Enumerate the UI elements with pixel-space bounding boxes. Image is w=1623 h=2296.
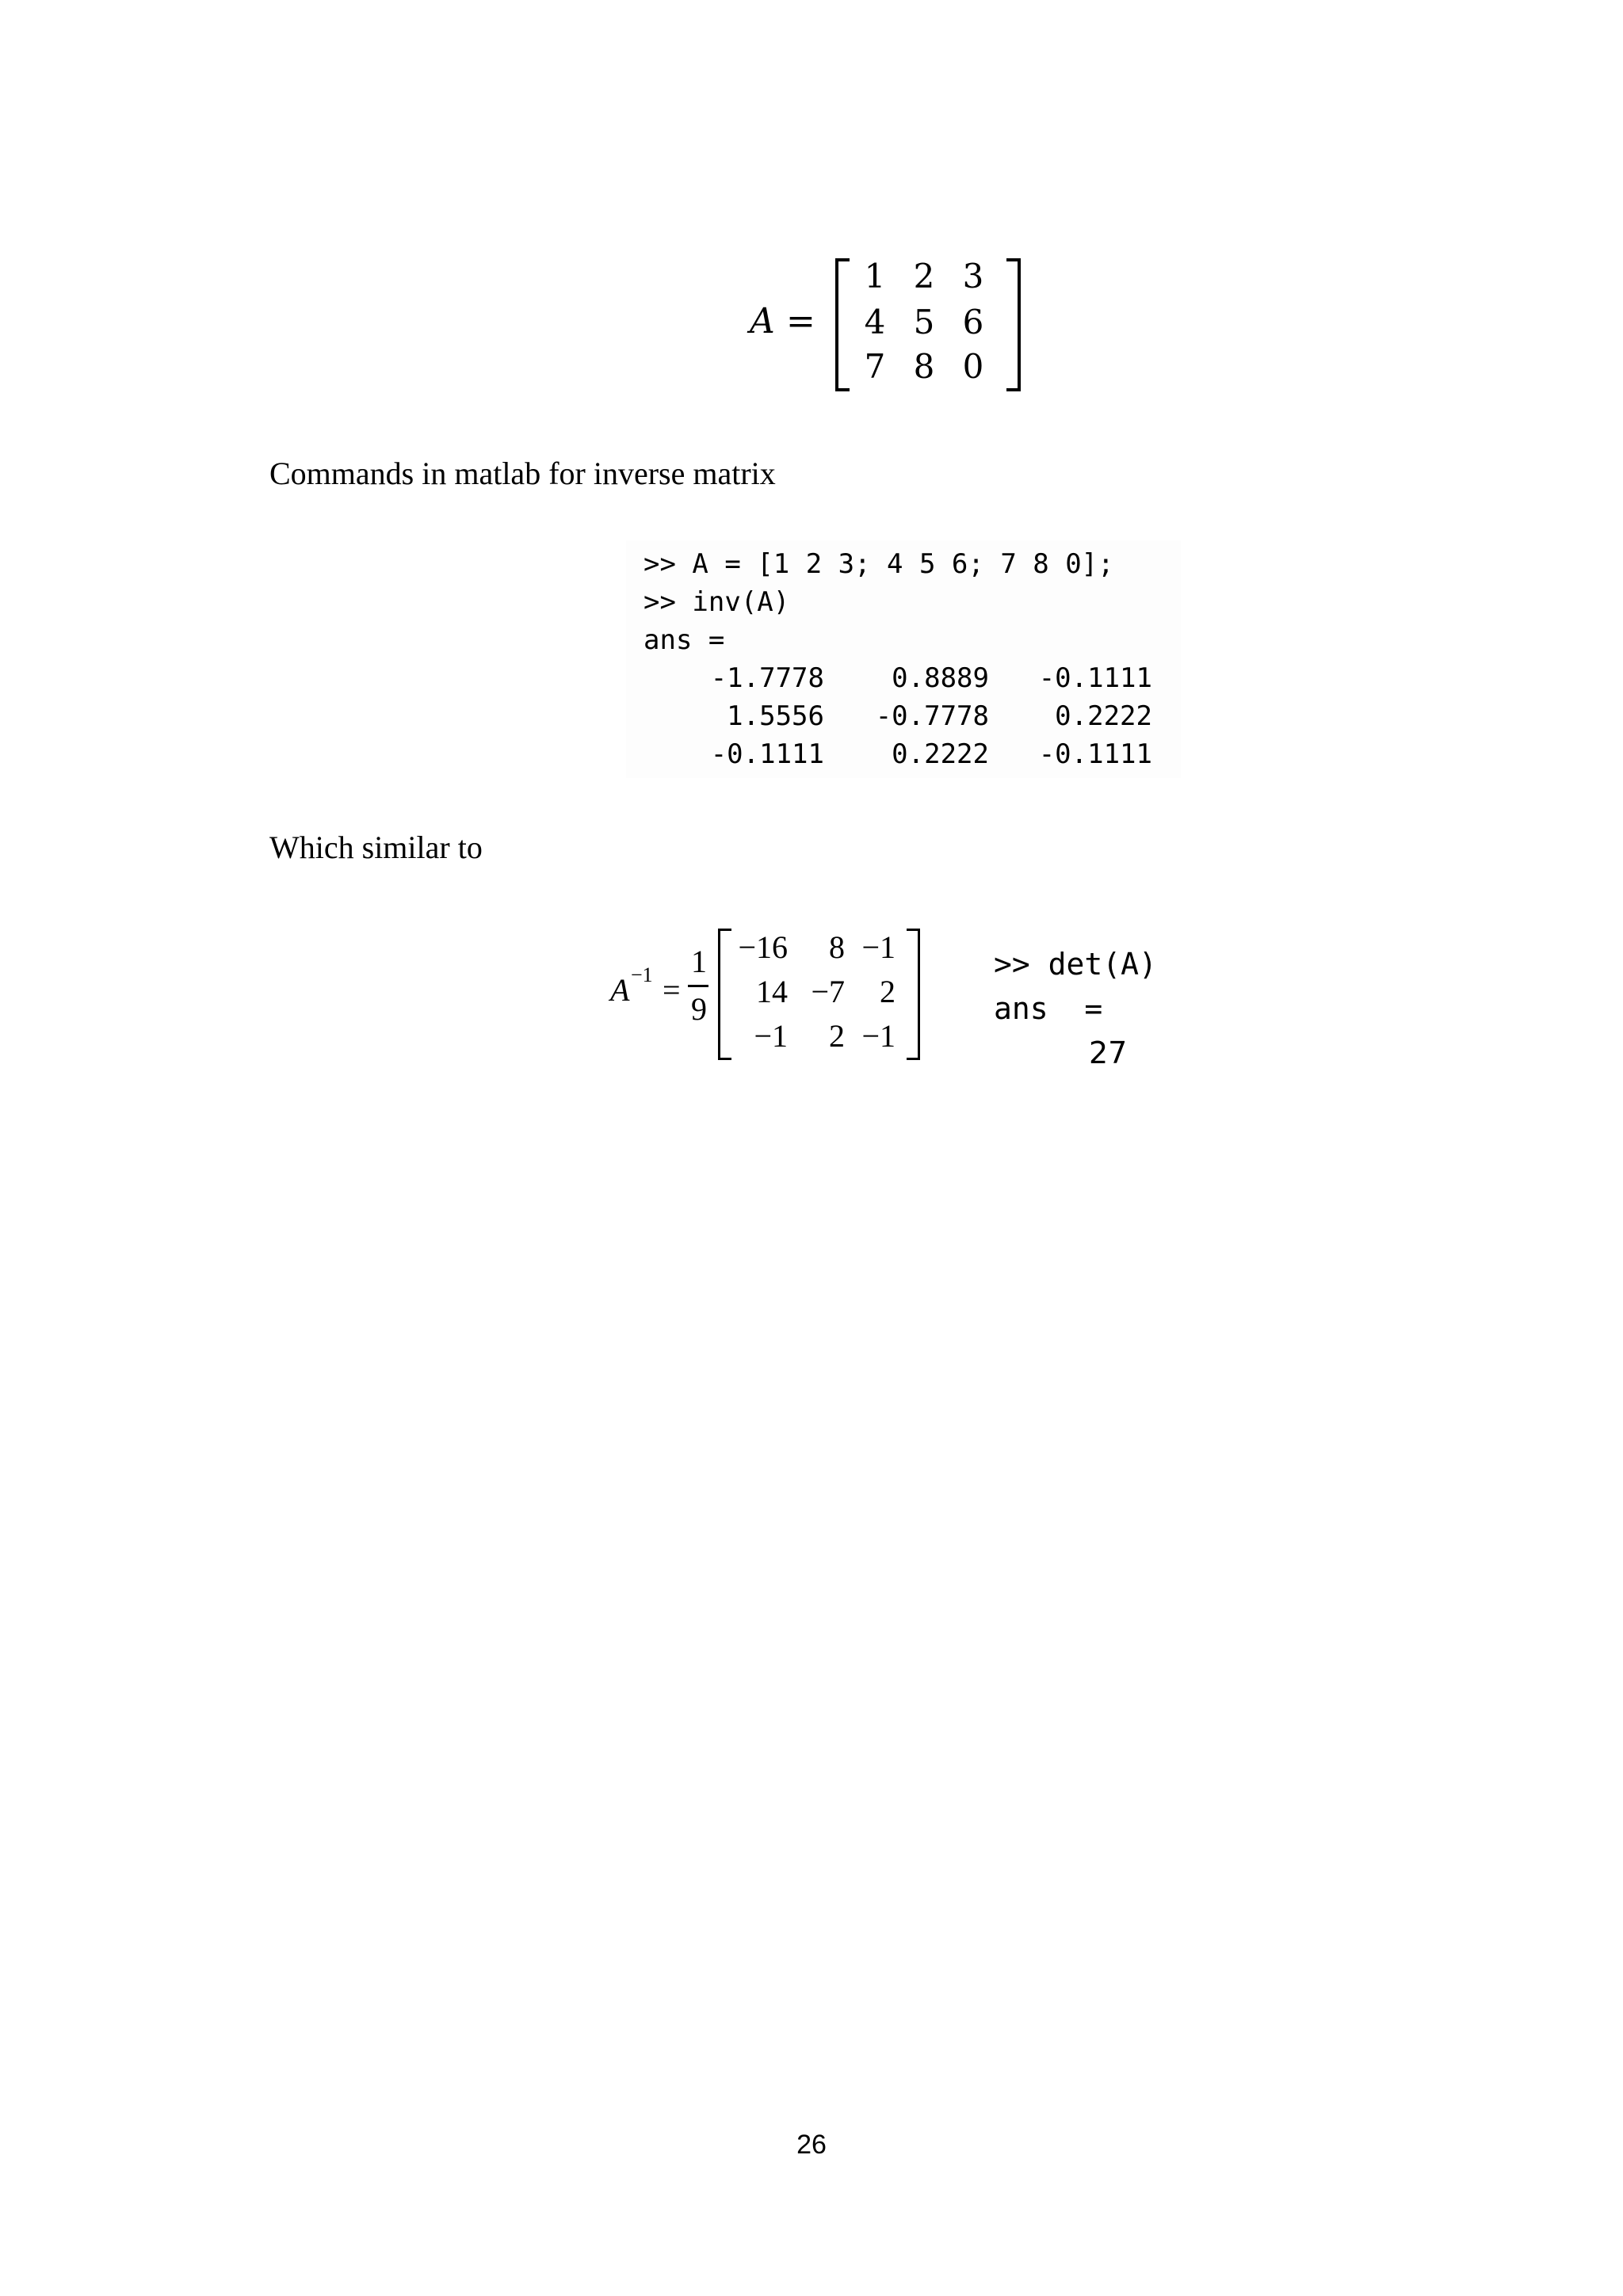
matrix-a-left-bracket <box>835 258 850 391</box>
matrix-a-cell: 6 <box>962 303 984 341</box>
det-command-line: >> det(A) <box>994 947 1157 982</box>
matrix-a-equation <box>737 254 1022 396</box>
matrix-a-cell: 2 <box>913 257 935 296</box>
det-ans-label: ans = <box>994 991 1103 1026</box>
matrix-a-cell: 4 <box>864 303 886 341</box>
matlab-det-output <box>991 947 1228 1089</box>
commands-intro-text: Commands in matlab for inverse matrix <box>269 456 776 491</box>
inverse-value: -0.1111 <box>710 738 824 770</box>
inverse-value: -0.7778 <box>875 700 989 732</box>
fraction-denominator: 9 <box>691 991 707 1027</box>
inverse-cell: −1 <box>861 929 896 965</box>
matrix-a-cell: 7 <box>864 347 886 386</box>
matrix-a-right-bracket <box>1006 258 1021 391</box>
matrix-a-cell: 1 <box>864 257 886 296</box>
inverse-equals: = <box>663 972 681 1008</box>
matlab-inverse-output <box>626 540 1181 778</box>
inverse-value: 1.5556 <box>727 700 824 732</box>
matlab-command-line: >> A = [1 2 3; 4 5 6; 7 8 0]; <box>643 548 1114 580</box>
inverse-right-bracket <box>907 929 920 1060</box>
inverse-value: -0.1111 <box>1038 662 1152 694</box>
matrix-a-cell: 3 <box>962 257 984 296</box>
similar-text: Which similar to <box>269 830 483 865</box>
inverse-cell: 8 <box>829 929 845 965</box>
inverse-lhs: A <box>610 972 630 1008</box>
page-number: 26 <box>796 2130 827 2160</box>
inverse-cell: −7 <box>811 974 845 1009</box>
inverse-superscript: −1 <box>631 963 653 986</box>
fraction-numerator: 1 <box>691 944 707 979</box>
fraction-bar <box>688 985 708 987</box>
inverse-value: 0.8889 <box>892 662 989 694</box>
inverse-cell: 2 <box>880 974 896 1009</box>
matlab-command-line: >> inv(A) <box>643 586 790 618</box>
inverse-cell: 14 <box>756 974 788 1009</box>
inverse-formula <box>602 919 935 1077</box>
matrix-a-cell: 5 <box>913 303 935 341</box>
inverse-cell: 2 <box>829 1018 845 1054</box>
inverse-value: 0.2222 <box>892 738 989 770</box>
matlab-ans-label: ans = <box>643 624 725 656</box>
inverse-cell: −16 <box>738 929 788 965</box>
matrix-a-label: A <box>750 301 775 341</box>
inverse-value: -1.7778 <box>710 662 824 694</box>
matrix-a-equals: = <box>786 301 815 341</box>
inverse-value: 0.2222 <box>1055 700 1152 732</box>
matrix-a-cell: 0 <box>962 347 984 386</box>
inverse-left-bracket <box>718 929 731 1060</box>
inverse-cell: −1 <box>754 1018 788 1054</box>
matrix-a-cell: 8 <box>913 347 935 386</box>
det-value: 27 <box>1089 1035 1128 1070</box>
inverse-value: -0.1111 <box>1038 738 1152 770</box>
inverse-cell: −1 <box>861 1018 896 1054</box>
